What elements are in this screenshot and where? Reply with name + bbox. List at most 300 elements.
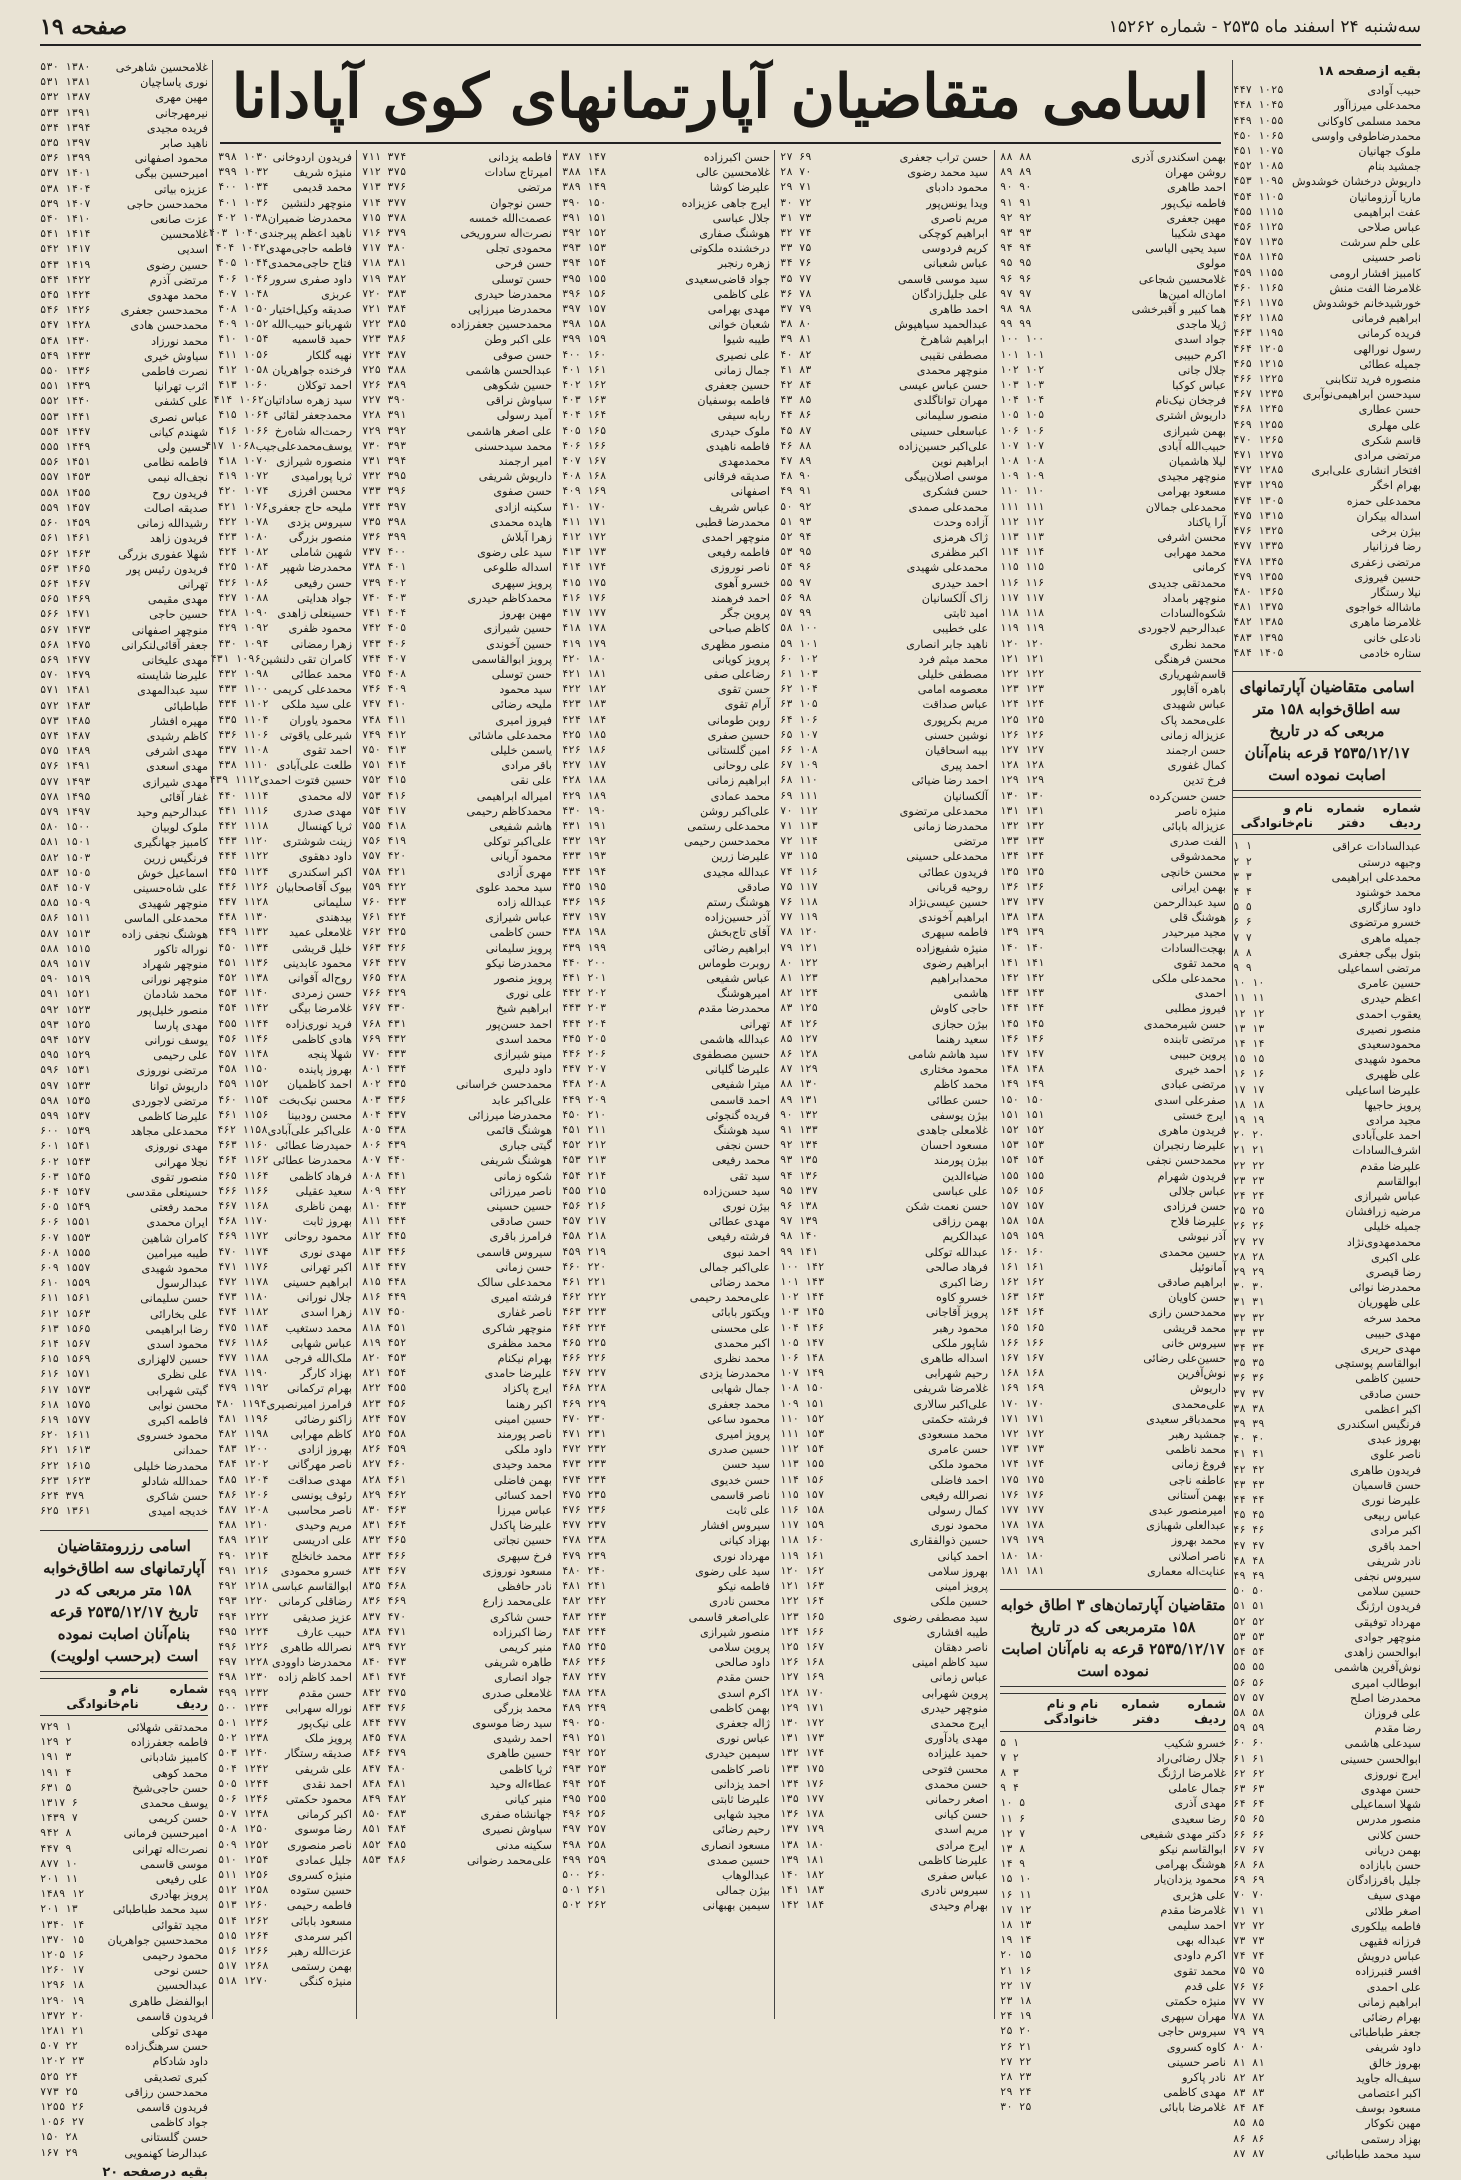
list-item	[562, 637, 770, 652]
list-item	[362, 758, 552, 773]
entry-numbers: ۸۲ ۸۲	[1233, 2071, 1265, 2084]
list-item	[780, 1351, 988, 1366]
entry-numbers: ۱۷۴ ۱۳۲	[780, 1747, 825, 1760]
list-item	[362, 530, 552, 545]
entry-numbers: ۱۸۳ ۴۲۳	[562, 698, 607, 711]
list-item	[1233, 1052, 1421, 1067]
list-item	[40, 1398, 208, 1413]
entry-numbers: ۴۸۵ ۸۵۲	[362, 1838, 407, 1851]
entry-name: حسین شکوهی	[483, 379, 552, 393]
entry-numbers: ۶۱ ۶۱	[1233, 1752, 1265, 1765]
list-item	[218, 880, 352, 895]
list-item	[1000, 1503, 1226, 1518]
list-item	[1000, 819, 1226, 834]
entry-numbers: ۱۰۸ ۶۶	[780, 743, 818, 756]
list-item	[1233, 1736, 1421, 1751]
list-item	[562, 971, 770, 986]
entry-name: مسعود بوسف	[1355, 2102, 1421, 2116]
entry-numbers: ۱۲۹ ۸۷	[780, 1063, 818, 1076]
list-item	[362, 743, 552, 758]
entry-name: عزت صانعی	[150, 213, 208, 227]
list-item	[1233, 114, 1421, 129]
entry-numbers: ۴۱۱ ۷۴۸	[362, 713, 407, 726]
entry-numbers: ۱۸۷ ۴۲۷	[562, 759, 607, 772]
entry-name: خسرو کاوه	[935, 1291, 988, 1305]
list-item	[562, 560, 770, 575]
list-item	[40, 668, 208, 683]
list-item	[1000, 1518, 1226, 1533]
entry-numbers: ۱۰۷۰ ۴۱۸	[218, 455, 269, 468]
entry-numbers: ۱۱۵۸ ۴۶۲	[217, 1124, 268, 1136]
list-item	[562, 180, 770, 195]
entry-numbers: ۷۶ ۳۴	[780, 257, 812, 270]
entry-name: عزیز صدیقی	[292, 1610, 352, 1624]
entry-numbers: ۱۲۸ ۸۶	[780, 1047, 818, 1060]
entry-numbers: ۲۰ ۲۵	[1000, 2025, 1032, 2038]
list-item	[40, 592, 208, 607]
entry-numbers: ۲۱ ۲۶	[1000, 2040, 1032, 2053]
entry-numbers: ۱۴۹۷ ۵۷۹	[40, 805, 91, 818]
entry-numbers: ۱۲۷۵ ۴۷۱	[1233, 449, 1284, 462]
list-item	[1233, 311, 1421, 326]
entry-name: محسن افرزی	[287, 485, 352, 499]
list-item	[1233, 931, 1421, 946]
list-item	[1000, 1736, 1226, 1751]
entry-name: زینت شوشتری	[282, 835, 352, 849]
list-item	[362, 1032, 552, 1047]
entry-numbers: ۱۰۵۸ ۴۱۲	[218, 363, 269, 376]
entry-numbers: ۲۲۶ ۴۶۶	[562, 1352, 607, 1365]
list-item	[218, 1336, 352, 1351]
entry-numbers: ۱۱۰۲ ۴۳۴	[218, 698, 269, 711]
list-item	[40, 197, 208, 212]
list-item	[562, 484, 770, 499]
list-item	[362, 500, 552, 515]
list-item	[1233, 418, 1421, 433]
entry-numbers: ۱۶۲ ۱۲۰	[780, 1564, 825, 1577]
list-item	[218, 180, 352, 195]
entry-name: محمدرضا قطبی	[695, 515, 770, 529]
list-item	[780, 560, 988, 575]
list-item	[40, 410, 208, 425]
entry-name: اکرم داودی	[1173, 1949, 1226, 1963]
list-item	[362, 302, 552, 317]
list-item	[40, 1489, 208, 1504]
entry-numbers: ۱۸۲ ۴۲۲	[562, 683, 607, 696]
list-item	[1233, 1843, 1421, 1858]
entry-numbers: ۱۶۲۳ ۶۲۳	[40, 1474, 91, 1487]
entry-name: حسن تراب جعفری	[899, 151, 988, 164]
entry-name: ستاره خادمی	[1359, 646, 1421, 660]
list-item	[780, 1731, 988, 1746]
entry-name: علی‌محمدی	[1171, 1397, 1226, 1411]
entry-numbers: ۱۰۴۰ ۴۰۳	[208, 227, 260, 240]
entry-numbers: ۴۲۹ ۷۶۶	[362, 987, 407, 1000]
entry-numbers: ۱۱۴۴ ۴۵۵	[218, 1017, 269, 1030]
entry-numbers: ۲۰۲ ۴۴۲	[562, 987, 607, 1000]
entry-name: سیروس نجفی	[1354, 1570, 1421, 1584]
list-item	[218, 1062, 352, 1077]
list-item	[1233, 1463, 1421, 1478]
header-serial: شماره ردیف	[1187, 1697, 1226, 1727]
entry-numbers: ۴۸۲ ۸۴۹	[362, 1792, 407, 1805]
list-item	[562, 880, 770, 895]
entry-name: بهروز عبدی	[1367, 1433, 1421, 1447]
entry-numbers: ۱۱۷۸ ۴۷۲	[218, 1276, 269, 1289]
list-item	[218, 1898, 352, 1913]
column-5	[362, 150, 552, 2019]
list-item	[1233, 1554, 1421, 1569]
entry-numbers: ۱۰۵۵ ۴۴۹	[1233, 114, 1284, 127]
entry-numbers: ۱۵۶ ۳۹۶	[562, 287, 607, 300]
list-item	[362, 713, 552, 728]
list-item	[218, 1579, 352, 1594]
entry-numbers: ۸۵ ۸۵	[1233, 2117, 1265, 2130]
entry-numbers: ۴۲۸ ۷۶۵	[362, 971, 407, 984]
list-item	[562, 241, 770, 256]
entry-name: حسین عامری	[1357, 977, 1421, 991]
entry-name: سید محمد رضوی	[907, 166, 988, 180]
list-item	[562, 1184, 770, 1199]
entry-name: عباس شریف	[709, 500, 770, 514]
list-item	[218, 910, 352, 925]
list-item	[40, 790, 208, 805]
entry-numbers: ۶۵ ۶۵	[1233, 1813, 1265, 1826]
list-item	[40, 699, 208, 714]
entry-numbers: ۹۷ ۹۷	[1000, 287, 1032, 300]
list-item	[40, 1459, 208, 1474]
list-item	[40, 318, 208, 333]
list-item	[562, 956, 770, 971]
entry-name: فریدون عطائی	[918, 865, 988, 879]
entry-numbers: ۱۵۸ ۳۹۸	[562, 318, 607, 331]
entry-numbers: ۱۳۰ ۸۸	[780, 1078, 818, 1091]
entry-numbers: ۱۲۷۰ ۵۱۸	[218, 1975, 269, 1988]
list-item	[780, 348, 988, 363]
list-item	[562, 1457, 770, 1472]
entry-numbers: ۱۳۵ ۱۳۵	[1000, 865, 1045, 878]
list-item	[1000, 1260, 1226, 1275]
entry-name: مهدی نوروزی	[144, 1140, 208, 1154]
entry-numbers: ۴۰۵ ۷۴۲	[362, 622, 407, 635]
entry-name: حسن گلستانی	[140, 2131, 208, 2145]
entry-name: مجید میرحیدر	[1162, 926, 1226, 940]
entry-name: حسن حسن‌کرده	[1149, 789, 1226, 803]
entry-name: حسن نوحی	[153, 1964, 208, 1978]
list-item	[1000, 1827, 1226, 1842]
list-item	[218, 925, 352, 940]
list-item	[1233, 2086, 1421, 2101]
entry-name: بیژن نوری	[722, 1200, 770, 1214]
list-item	[1233, 1523, 1421, 1538]
entry-numbers: ۸۷ ۴۵	[780, 424, 812, 437]
entry-name: حسن کریمی	[148, 1812, 208, 1826]
list-item	[362, 925, 552, 940]
list-item	[562, 1351, 770, 1366]
entry-name: محمد تقوی	[1173, 956, 1226, 970]
entry-name: سید علی رضوی	[477, 546, 552, 560]
list-item	[362, 1275, 552, 1290]
entry-numbers: ۱۴۱ ۱۴۱	[1000, 956, 1045, 969]
entry-numbers: ۱۰۳۴ ۴۰۰	[218, 181, 269, 194]
entry-numbers: ۷۶ ۷۶	[1233, 1980, 1265, 1993]
list-item	[362, 606, 552, 621]
entry-name: منصوره شیرازی	[276, 455, 352, 469]
list-item	[1233, 646, 1421, 661]
entry-name: محمد نظری	[1169, 637, 1226, 651]
entry-name: علیرضا رنجبران	[1152, 1139, 1226, 1153]
entry-numbers: ۲۰۹ ۴۴۹	[562, 1093, 607, 1106]
list-item	[362, 256, 552, 271]
entry-numbers: ۸۰ ۸۰	[1233, 2041, 1265, 2054]
entry-name: منوچهر جوادی	[1354, 1630, 1421, 1644]
entry-numbers: ۴۷۷ ۸۴۴	[362, 1716, 407, 1729]
entry-name: محمدحسین جعفرزاده	[450, 318, 552, 332]
list-item	[780, 424, 988, 439]
entry-name: محمدرضا میرزائی	[468, 1108, 552, 1122]
list-item	[40, 1109, 208, 1124]
list-item	[40, 1018, 208, 1033]
entry-numbers: ۵۹ ۵۹	[1233, 1722, 1265, 1735]
entry-name: مهدی توکلی	[151, 2024, 208, 2038]
entry-name: احمد کسائی	[494, 1488, 552, 1502]
entry-name: حسین محمدی	[1159, 1245, 1226, 1259]
list-item	[1000, 196, 1226, 211]
list-item	[218, 1442, 352, 1457]
list-item	[218, 789, 352, 804]
entry-name: ناهید اعظم پیرجندی	[259, 227, 352, 241]
list-item	[780, 1260, 988, 1275]
entry-name: اسماعیل خوش	[137, 866, 208, 880]
entry-name: صادقی	[737, 880, 770, 894]
entry-name: ژیلا ماجدی	[1176, 318, 1226, 332]
entry-numbers: ۴۷۸ ۸۴۵	[362, 1732, 407, 1745]
list-item	[1233, 2116, 1421, 2131]
entry-numbers: ۳۷۶ ۷۱۳	[362, 181, 407, 194]
entry-name: حسن اکبرزاده	[703, 151, 770, 164]
entry-numbers: ۹۵ ۹۵	[1000, 257, 1032, 270]
entry-numbers: ۲۱ ۲۱	[1233, 1144, 1265, 1157]
entry-numbers: ۲۳۴ ۴۷۴	[562, 1473, 607, 1486]
list-item	[218, 1381, 352, 1396]
entry-name: محمد سیدحسنی	[474, 439, 552, 453]
list-item	[362, 1488, 552, 1503]
entry-numbers: ۱۷۴ ۴۱۴	[562, 561, 607, 574]
entry-name: جمشید رهبر	[1168, 1428, 1226, 1442]
entry-name: ماریا آرزومانیان	[1349, 190, 1421, 204]
entry-name: یوسف‌محمدعلی‌جیب	[255, 439, 352, 453]
list-item	[1233, 296, 1421, 311]
list-item	[218, 1032, 352, 1047]
list-item	[1233, 1995, 1421, 2010]
list-item	[562, 621, 770, 636]
entry-name: عباس جلالی	[1169, 1184, 1226, 1198]
list-item	[562, 1260, 770, 1275]
entry-name: شهندم کیانی	[149, 425, 208, 439]
entry-numbers: ۱۲۹ ۱۲۹	[1000, 774, 1045, 787]
entry-name: فرزانه فقیهی	[1359, 1934, 1421, 1948]
column-divider	[556, 150, 557, 2019]
list-item	[562, 819, 770, 834]
entry-numbers: ۱۷۱ ۱۲۹	[780, 1701, 825, 1714]
entry-name: عبدالله مجیدی	[703, 865, 770, 879]
entry-numbers: ۱۳۲۵ ۴۷۶	[1233, 525, 1284, 538]
entry-numbers: ۱۴۰۴ ۵۳۸	[40, 182, 91, 195]
entry-numbers: ۱۲۱ ۱۲۱	[1000, 652, 1045, 665]
entry-name: فرشته حکمتی	[921, 1412, 988, 1426]
entry-name: اکبر تهرانی	[300, 1260, 352, 1274]
entry-numbers: ۳۷۷ ۷۱۴	[362, 196, 407, 209]
list-item	[362, 363, 552, 378]
list-item	[40, 1215, 208, 1230]
list-item	[218, 1533, 352, 1548]
entry-name: نصرالله رفیعی	[920, 1488, 988, 1502]
entry-numbers: ۱۴۵ ۱۰۳	[780, 1306, 825, 1319]
list-item	[1233, 539, 1421, 554]
list-item	[1000, 2055, 1226, 2070]
entry-name: احمد توکلان	[296, 379, 352, 393]
entry-numbers: ۱۴۸۷ ۵۷۴	[40, 729, 91, 742]
entry-name: احمد باقری	[1368, 1539, 1421, 1553]
list-item	[218, 621, 352, 636]
entry-name: مهین نکوکار	[1365, 2117, 1421, 2131]
entry-name: سیروس قاسمی	[476, 1245, 552, 1259]
list-item	[1233, 1858, 1421, 1873]
entry-numbers: ۵۱ ۵۱	[1233, 1600, 1265, 1613]
entry-numbers: ۱۶۸ ۱۲۶	[780, 1656, 825, 1669]
list-item	[780, 1442, 988, 1457]
entry-name: شکوه‌السادات	[1160, 607, 1226, 621]
entry-name: حسن رفیعی	[294, 576, 352, 590]
list-item	[562, 1564, 770, 1579]
entry-numbers: ۱۵۵ ۳۹۵	[562, 272, 607, 285]
entry-name: سید محمود	[499, 683, 552, 697]
entry-numbers: ۱۵۲ ۱۵۲	[1000, 1124, 1045, 1136]
entry-name: حاجی کاوش	[930, 1002, 988, 1016]
entry-name: اکبر اسکندری	[288, 865, 352, 879]
entry-name: زهره رنجبر	[717, 257, 770, 271]
entry-numbers: ۹۲ ۵۰	[780, 500, 812, 513]
list-item	[40, 972, 208, 987]
list-item	[362, 1153, 552, 1168]
entry-name: فرید نوری‌زاده	[285, 1017, 352, 1031]
list-item	[362, 1716, 552, 1731]
list-item	[780, 1123, 988, 1138]
entry-name: فریدون زاهد	[150, 532, 208, 546]
entry-numbers: ۱۳۱ ۸۹	[780, 1093, 818, 1106]
entry-numbers: ۱۴۳۳ ۵۴۹	[40, 349, 91, 362]
entry-numbers: ۱۲۷ ۸۵	[780, 1032, 818, 1045]
entry-numbers: ۱۱ ۱۱	[1233, 992, 1265, 1005]
entry-name: احمد رشیدی	[493, 1732, 552, 1746]
entry-name: فاطمه نیکو	[717, 1580, 770, 1594]
entry-name: محمود حکمتی	[285, 1792, 352, 1806]
entry-name: دکتر مهدی شفیعی	[1140, 1827, 1226, 1841]
entry-name: محمدرضا ضمیران	[267, 211, 352, 225]
table-header	[40, 1678, 208, 1716]
list-item	[562, 1868, 770, 1883]
entry-name: داود صفری سرور	[269, 272, 352, 286]
entry-numbers: ۱۵۴ ۱۵۴	[1000, 1154, 1045, 1167]
entry-numbers: ۲۲۴ ۴۶۴	[562, 1321, 607, 1334]
entry-name: حسن سرهنگ‌زاده	[124, 2040, 208, 2054]
list-item	[1000, 165, 1226, 180]
entry-name: مریم بکرپوری	[923, 713, 988, 727]
list-item	[362, 484, 552, 499]
entry-numbers: ۲۴ ۲۴	[1233, 1190, 1265, 1202]
entry-name: جهانشاه صفری	[480, 1808, 552, 1822]
list-item	[1233, 1660, 1421, 1675]
entry-numbers: ۱۰۳ ۱۰۳	[1000, 379, 1045, 392]
entry-numbers: ۱۸ ۱۲۹۶	[40, 1979, 85, 1992]
entry-numbers: ۱۳۸۵ ۴۸۲	[1233, 616, 1284, 629]
entry-name: کامبیز شادبانی	[140, 1751, 208, 1765]
entry-name: عباس شیرازی	[1354, 1190, 1421, 1203]
entry-numbers: ۳۸۳ ۷۲۰	[362, 287, 407, 300]
entry-name: علیرضا کاظمی	[918, 1853, 988, 1867]
list-item	[1000, 1903, 1226, 1918]
entry-numbers: ۷۷ ۳۵	[780, 272, 812, 285]
entry-numbers: ۱۲۱۸ ۴۹۲	[218, 1580, 269, 1593]
list-item	[1000, 530, 1226, 545]
entry-numbers: ۴ ۴	[1233, 885, 1252, 898]
entry-numbers: ۱۶۹ ۱۶۹	[1000, 1382, 1045, 1395]
entry-numbers: ۲۲ ۲۷	[1000, 2055, 1032, 2068]
list-item	[562, 515, 770, 530]
entry-numbers: ۳۹۶ ۷۳۳	[362, 485, 407, 498]
entry-numbers: ۴۷۹ ۸۴۶	[362, 1747, 407, 1760]
entry-name: حسن ارجمند	[1165, 743, 1226, 757]
table-header	[1000, 1693, 1226, 1731]
entry-name: جواد انصاری	[494, 1671, 552, 1685]
entry-name: غلامحسین	[160, 228, 208, 242]
entry-numbers: ۲۵۸ ۴۹۸	[562, 1838, 607, 1851]
entry-numbers: ۱۰۰ ۵۸	[780, 622, 818, 635]
entry-name: فاطمه نظامی	[143, 456, 208, 470]
list-item	[1000, 1245, 1226, 1260]
list-item	[40, 1155, 208, 1170]
entry-name: علی روحانی	[713, 759, 770, 773]
list-item	[40, 349, 208, 364]
entry-name: بهمن رستمی	[291, 1960, 352, 1974]
entry-name: سید هاشم شامی	[908, 1047, 988, 1061]
entry-numbers: ۵۴ ۵۴	[1233, 1646, 1265, 1659]
list-item	[218, 560, 352, 575]
list-item	[780, 1686, 988, 1701]
entry-numbers: ۴۲۷ ۷۶۴	[362, 956, 407, 969]
entry-numbers: ۱۴۵۵ ۵۵۸	[40, 486, 91, 499]
list-item	[780, 317, 988, 332]
entry-name: داریوش درخشان خوشدوش	[1291, 175, 1421, 189]
entry-numbers: ۱۵۰ ۱۰۸	[780, 1382, 825, 1395]
entry-numbers: ۹۷ ۵۵	[780, 576, 812, 589]
entry-numbers: ۱ ۵	[1000, 1736, 1019, 1749]
list-item	[780, 1640, 988, 1655]
entry-numbers: ۱۱۵ ۱۱۵	[1000, 561, 1045, 574]
entry-name: محمد بهروز	[1171, 1534, 1226, 1548]
entry-numbers: ۱۵۵ ۱۱۳	[780, 1458, 825, 1471]
entry-numbers: ۳۷۹ ۷۱۶	[362, 227, 407, 240]
header-name: نام و نام خانوادگی	[1043, 1697, 1099, 1727]
entry-name: بهروز سلامی	[927, 1564, 988, 1578]
list-item	[1233, 1371, 1421, 1386]
entry-name: داود سازگاری	[1357, 901, 1421, 915]
list-item	[218, 697, 352, 712]
entry-numbers: ۱۱۸۵ ۴۶۲	[1233, 312, 1284, 325]
entry-name: کاظم صباحی	[708, 622, 770, 636]
list-item	[1233, 433, 1421, 448]
entry-numbers: ۳۰ ۳۰	[1233, 1281, 1265, 1294]
